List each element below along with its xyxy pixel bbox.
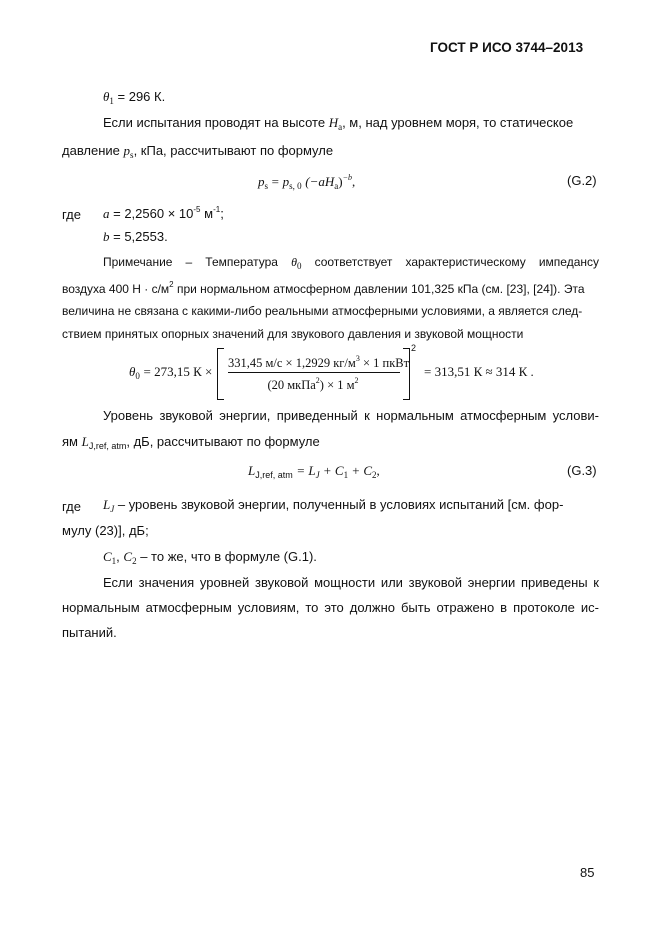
where-b-line xyxy=(103,229,168,245)
g3-lhs: L xyxy=(248,463,256,478)
g2-lhs: p xyxy=(258,174,265,189)
note-line-4: ствием принятых опорных значений для звукового давления и звуковой мощности xyxy=(62,327,524,341)
note-line-1 xyxy=(103,255,599,271)
denominator-exp: 2 xyxy=(315,376,320,385)
note-line2: воздуха 400 Н · с/м xyxy=(62,282,170,296)
g3-rhs-sub: J xyxy=(315,470,320,480)
where-label-1: где xyxy=(62,207,81,222)
formula-g2 xyxy=(258,173,355,191)
para1-text-c: давление xyxy=(62,143,120,158)
g3-plus2: + C xyxy=(348,463,373,478)
theta0-lhs-sub: 0 xyxy=(135,371,140,381)
where-LJ-line-2: мулу (23)], дБ; xyxy=(62,523,149,538)
theta-subscript: 1 xyxy=(109,96,114,106)
denominator-sup: 2 xyxy=(354,376,359,385)
g3-c2-sub: 2 xyxy=(372,470,377,480)
where2-line1: – уровень звуковой энергии, полученный в условиях испытаний [см. фор- xyxy=(117,497,564,512)
paragraph-report-line-3: пытаний. xyxy=(62,625,117,640)
g2-paren: (−aH xyxy=(305,174,335,189)
fraction-numerator xyxy=(228,354,410,371)
where2-line3: – то же, что в формуле (G.1). xyxy=(140,549,317,564)
g2-comma: , xyxy=(352,174,356,189)
a-value: = 2,2560 × 10 xyxy=(113,206,194,221)
symbol-H: H xyxy=(328,115,339,130)
para1-text-b: , м, над уровнем моря, то статическое xyxy=(342,115,574,130)
symbol-H-sub: a xyxy=(338,122,343,132)
g2-p0: p xyxy=(282,174,290,189)
g2-paren-close: ) xyxy=(338,174,343,189)
symbol-a: a xyxy=(103,206,110,221)
paragraph-energy-line-1: Уровень звуковой энергии, приведенный к нормальным атмосферным услови- xyxy=(103,408,599,423)
para2-line2-a: ям xyxy=(62,434,78,449)
where-a-line xyxy=(103,205,224,222)
g2-paren-sub: a xyxy=(334,181,339,191)
para1-text-a: Если испытания проводят на высоте xyxy=(103,115,326,130)
symbol-p: p xyxy=(123,143,131,158)
b-value: = 5,2553. xyxy=(113,229,168,244)
formula-g3 xyxy=(248,463,380,480)
where-LJ-line xyxy=(103,497,599,514)
theta0-eq1: = 273,15 К × xyxy=(143,364,213,379)
symbol-p-sub: s xyxy=(130,150,134,160)
theta-symbol: θ xyxy=(103,89,110,104)
symbol-C2-sub: 2 xyxy=(132,556,137,566)
paragraph-energy-line-2 xyxy=(62,434,320,451)
fraction-bar xyxy=(228,372,400,373)
theta0-lhs: θ xyxy=(129,364,136,379)
paragraph-report-line-2: нормальным атмосферным условиям, то это должно быть отражено в протоколе ис- xyxy=(62,600,599,615)
para1-text-d: , кПа, рассчитывают по формуле xyxy=(133,143,334,158)
formula-g3-number: (G.3) xyxy=(567,463,597,478)
g2-eq: = xyxy=(271,174,279,189)
standard-header: ГОСТ Р ИСО 3744–2013 xyxy=(430,40,584,55)
g3-lhs-sub: J,ref, atm xyxy=(255,470,293,480)
g3-c1-sub: 1 xyxy=(343,470,349,480)
formula-g2-number: (G.2) xyxy=(567,173,597,188)
symbol-sep: , xyxy=(116,549,120,564)
theta1-line xyxy=(103,89,165,106)
a-exp: -5 xyxy=(193,205,201,214)
symbol-LJ-sub: J xyxy=(110,504,115,514)
note-line1-b: соответствует характеристическому импедансу xyxy=(314,255,599,269)
note-line2-sup: 2 xyxy=(169,280,174,289)
a-unit: м xyxy=(200,206,214,221)
symbol-b: b xyxy=(103,229,110,244)
g2-exp: −b xyxy=(342,173,352,182)
g2-lhs-sub: s xyxy=(264,181,269,191)
symbol-LJ: L xyxy=(103,497,111,512)
numerator-sup: 3 xyxy=(355,354,360,363)
g3-comma: , xyxy=(376,463,380,478)
g2-p0-sub: s, 0 xyxy=(289,181,302,191)
paragraph-altitude xyxy=(103,115,599,132)
note-line2-b: при нормальном атмосферном давлении 101,325 кПа (см. [23], [24]). Эта xyxy=(173,282,585,296)
para2-line2-b: , дБ, рассчитывают по формуле xyxy=(126,434,320,449)
symbol-C1: C xyxy=(103,549,112,564)
symbol-C1-sub: 1 xyxy=(111,556,117,566)
note-line1-a: Примечание – Температура xyxy=(103,255,278,269)
numerator-text: 331,45 м/с × 1,2929 кг/м xyxy=(228,356,356,370)
fraction-denominator xyxy=(228,376,398,393)
a-unit-exp: -1 xyxy=(213,205,221,214)
numerator-end: × 1 пкВт xyxy=(359,356,410,370)
where-label-2: где xyxy=(62,499,81,514)
where-C-line xyxy=(103,549,317,566)
note-line-2 xyxy=(62,280,599,296)
denominator-end: ) × 1 м xyxy=(319,378,355,392)
formula-theta-lhs xyxy=(129,364,212,381)
note-theta: θ xyxy=(291,255,297,269)
g3-rhs: = L xyxy=(296,463,316,478)
left-bracket xyxy=(217,348,224,400)
page-number: 85 xyxy=(580,865,595,880)
symbol-C2: C xyxy=(123,549,133,564)
note-line-3: величина не связана с какими-либо реальными атмосферными условиями, а является след- xyxy=(62,304,583,318)
g3-plus1: + C xyxy=(319,463,344,478)
paragraph-report-line-1: Если значения уровней звуковой мощности или звуковой энергии приведены к xyxy=(103,575,599,590)
symbol-L: L xyxy=(81,434,89,449)
note-theta-sub: 0 xyxy=(296,261,302,271)
theta1-value: = 296 К. xyxy=(117,89,166,104)
theta0-result: = 313,51 К ≈ 314 К . xyxy=(424,364,534,379)
denominator-text: (20 мкПа xyxy=(267,378,316,392)
symbol-L-sub: J,ref, atm xyxy=(88,441,127,451)
outer-exponent: 2 xyxy=(411,343,417,353)
a-end: ; xyxy=(220,206,224,221)
paragraph-pressure-line xyxy=(62,143,333,160)
